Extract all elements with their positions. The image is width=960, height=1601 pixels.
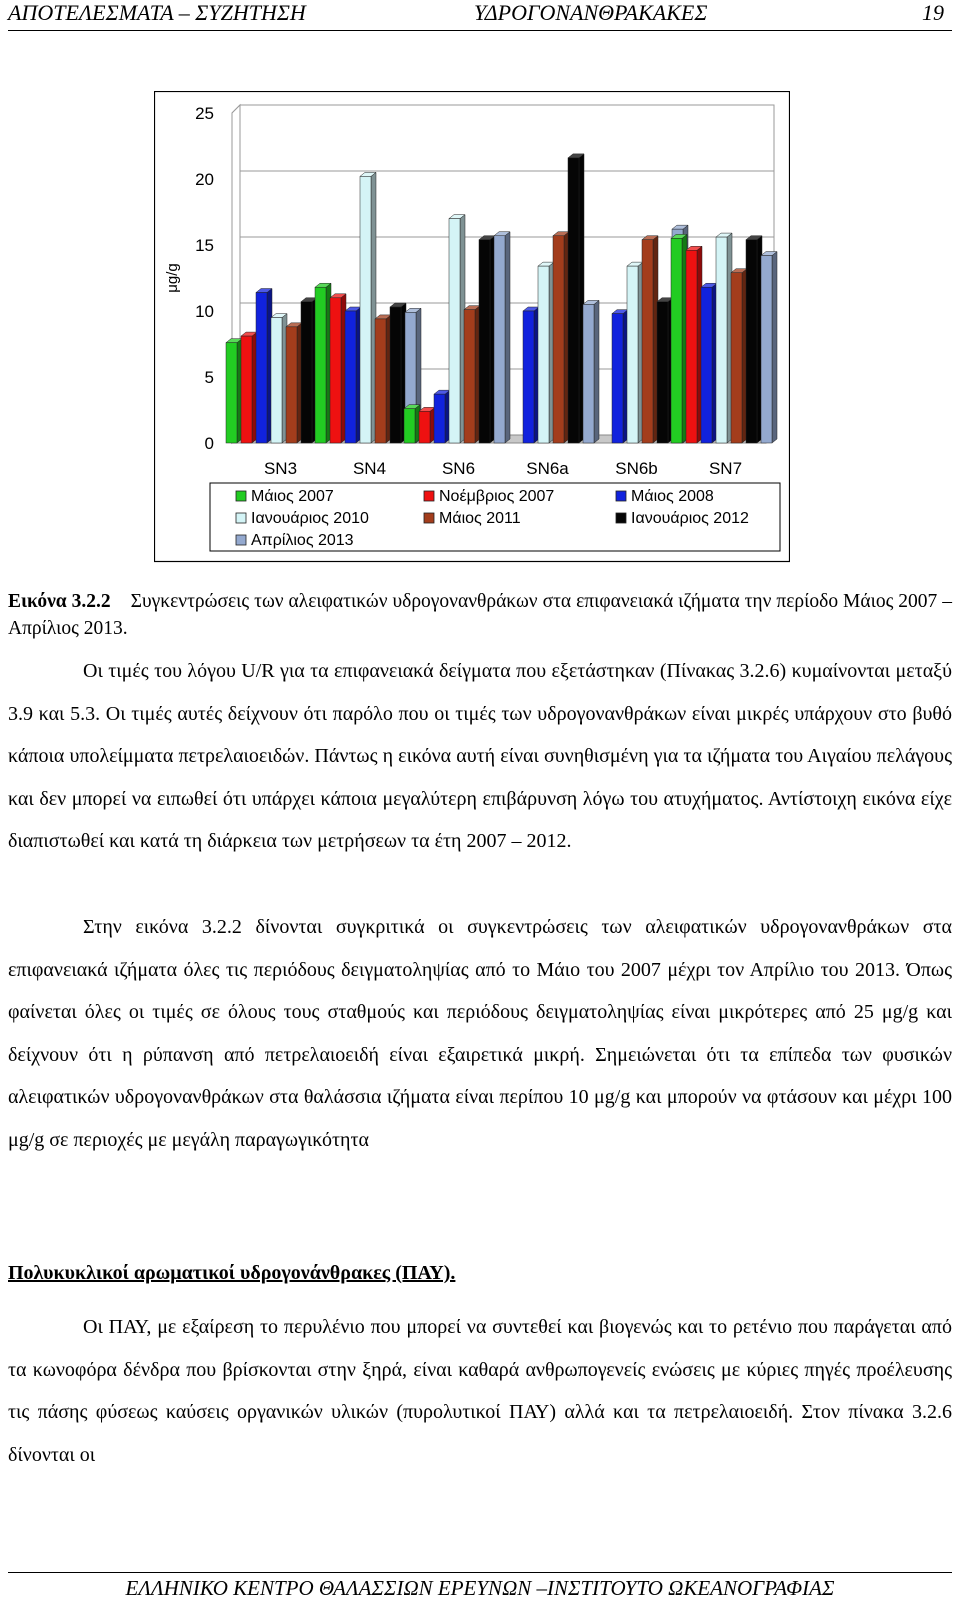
bar [449, 215, 465, 443]
legend-item [236, 510, 369, 527]
bar [345, 307, 361, 443]
legend-label: Απρίλιος 2013 [251, 532, 354, 549]
bar [642, 236, 658, 443]
bar [360, 172, 376, 443]
header-rule [8, 30, 952, 31]
bar [716, 233, 732, 443]
y-tick-label: 5 [204, 368, 214, 387]
bar [479, 236, 495, 443]
x-category-label: SN6a [526, 459, 569, 478]
bar [390, 303, 406, 443]
paragraph-pah: Οι ΠΑΥ, με εξαίρεση το περυλένιο που μπορεί να συντεθεί και βιογενώς και το ρετένιο που παράγεται από τα κωνοφόρα δένδρα που βρίσκονται στην ξηρά, είναι καθαρά ανθρωπογενείς ενώσεις με κύριες πηγές προέλευσης τις πάσης φύσεως καύσεις οργανικών υλικών (πυρολυτικοί ΠΑΥ) αλλά και τα πετρελαιοειδή. Στον πίνακα 3.2.6 δίνονται οι [8, 1316, 952, 1466]
bar [538, 262, 554, 443]
bar [686, 246, 702, 443]
bar [494, 232, 510, 443]
bar [301, 298, 317, 443]
bar [701, 283, 717, 443]
bar [271, 314, 287, 443]
section-heading-pah: Πολυκυκλικοί αρωματικοί υδρογονάνθρακες (ΠΑΥ). [8, 1262, 456, 1284]
legend-item [424, 488, 554, 505]
paragraph-comparison: Στην εικόνα 3.2.2 δίνονται συγκριτικά οι συγκεντρώσεις των αλειφατικών υδρογονανθράκων στα επιφανειακά ιζήματα όλες τις περιόδους δειγματοληψίας από το Μάιο του 2007 μέχρι τον Απρίλιο του 2013. Όπως φαίνεται όλες οι τιμές σε όλους τους σταθμούς και περιόδους δειγματοληψίας είναι μικρότερες από 25 μg/g και δείχνουν ότι η ρύπανση από πετρελαιοειδή είναι εξαιρετικά μικρή. Σημειώνεται ότι τα επίπεδα των φυσικών αλειφατικών υδρογονανθράκων στα θαλάσσια ιζήματα είναι περίπου 10 μg/g και μπορούν να φτάσουν και μέχρι 100 μg/g σε περιοχές με μεγάλη παραγωγικότητα [8, 916, 952, 1151]
bar [553, 232, 569, 443]
bar [568, 154, 584, 443]
legend-label: Μάιος 2007 [251, 488, 334, 505]
header-chapter-title: ΥΔΡΟΓΟΝΑΝΘΡΑΚΑΚΕΣ [474, 0, 708, 25]
bar [523, 307, 539, 443]
legend-item [616, 488, 714, 505]
y-tick-label: 10 [195, 302, 214, 321]
figure-label: Εικόνα 3.2.2 [8, 591, 111, 612]
bar [375, 315, 391, 443]
figure-caption [8, 588, 952, 642]
bar [241, 332, 257, 443]
bar [731, 269, 747, 443]
bar [761, 252, 777, 443]
bar [464, 306, 480, 443]
legend-label: Ιανουάριος 2010 [251, 510, 369, 527]
bar-chart [154, 91, 790, 563]
bar [612, 310, 628, 443]
legend-item [236, 532, 354, 549]
x-category-label: SN4 [352, 459, 387, 478]
page-number: 19 [922, 0, 944, 25]
y-tick-label: 20 [195, 170, 214, 189]
legend-label: Ιανουάριος 2012 [631, 510, 749, 527]
figure-caption-text: Συγκεντρώσεις των αλειφατικών υδρογονανθράκων στα επιφανειακά ιζήματα την περίοδο Μάιος 2007 – Απρίλιος 2013. [8, 591, 952, 639]
bar [419, 407, 435, 443]
x-category-label: SN3 [263, 459, 298, 478]
paragraph-ur-ratio: Οι τιμές του λόγου U/R για τα επιφανειακά δείγματα που εξετάστηκαν (Πίνακας 3.2.6) κυμαίνονται μεταξύ 3.9 και 5.3. Οι τιμές αυτές δείχνουν ότι παρόλο που οι τιμές των υδρογονανθράκων είναι μικρές υπάρχουν στο βυθό κάποια υπολείμματα πετρελαιοειδών. Πάντως η εικόνα αυτή είναι συνηθισμένη για τα ιζήματα του Αιγαίου πελάγους και δεν μπορεί να ειπωθεί ότι υπάρχει κάποια μεγαλύτερη επιβάρυνση λόγω του ατυχήματος. Αντίστοιχη εικόνα είχε διαπιστωθεί και κατά τη διάρκεια των μετρήσεων τα έτη 2007 – 2012. [8, 660, 952, 853]
bar [746, 236, 762, 443]
legend-item [616, 510, 749, 527]
legend-label: Μάιος 2008 [631, 488, 714, 505]
bar [404, 405, 420, 443]
bar [226, 339, 242, 443]
x-category-label: SN6 [441, 459, 476, 478]
bar [434, 390, 450, 443]
page-footer: ΕΛΛΗΝΙΚΟ ΚΕΝΤΡΟ ΘΑΛΑΣΣΙΩΝ ΕΡΕΥΝΩΝ –ΙΝΣΤΙΤΟΥΤΟ ΩΚΕΑΝΟΓΡΑΦΙΑΣ [125, 1576, 835, 1600]
legend-item [424, 510, 521, 527]
footer-rule [8, 1572, 952, 1573]
bar [627, 262, 643, 443]
legend-label: Νοέμβριος 2007 [439, 488, 555, 505]
bar [330, 294, 346, 443]
y-tick-label: 0 [204, 434, 214, 453]
y-tick-label: 25 [195, 104, 214, 123]
header-section-title: ΑΠΟΤΕΛΕΣΜΑΤΑ – ΣΥΖΗΤΗΣΗ [8, 0, 306, 25]
y-tick-label: 15 [195, 236, 214, 255]
legend-item [236, 488, 334, 505]
bar [657, 298, 673, 443]
bar [671, 234, 687, 443]
y-axis-label: μg/g [164, 263, 181, 293]
bar [286, 323, 302, 443]
page-header [8, 0, 952, 30]
legend-label: Μάιος 2011 [439, 510, 521, 527]
x-category-label: SN6b [615, 459, 658, 478]
bar [315, 283, 331, 443]
bar [256, 289, 272, 443]
bar [583, 300, 599, 443]
x-category-label: SN7 [708, 459, 743, 478]
